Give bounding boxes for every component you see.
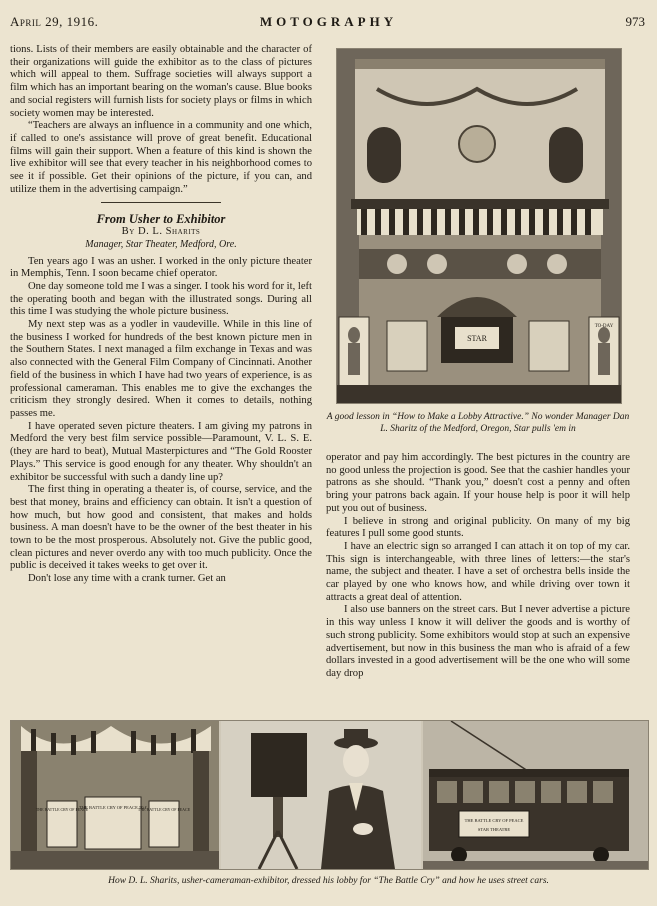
article-affiliation: Manager, Star Theater, Medford, Ore. (85, 238, 237, 250)
article-byline: By D. L. Sharits (121, 226, 201, 238)
body-paragraph: Ten years ago I was an usher. I worked in the only picture theater in Memphis, Tenn. I soon became chief operator. (10, 255, 312, 280)
body-paragraph: My next step was as a yodler in vaudeville. While in this line of the business I worked for hundreds of the best known picture men in the Southern States. I next managed a film exchange in Texas and was also connected with the General Film Company of Cincinnati. Another field of the business in which I have had two years of experience, is as professional cameraman. This enables me to give the exchanges the criticism they strongly desired. When it comes to details, nothing passes me. (10, 319, 312, 419)
article-heading (10, 213, 312, 251)
lobby-poster-left: THE BATTLE CRY OF PEACE (35, 807, 89, 812)
left-column (10, 44, 312, 586)
body-paragraph: I also use banners on the street cars. But I never advertise a picture in this way unless I know it will deliver the goods and is worthy of such strong publicity. Some exhibitors would stop at such an expensive advertisement, but now in this business the man who is afraid of a few dollars invested in a good advertisement will be the one who will some day drop (326, 604, 630, 679)
lobby-poster-center: THE BATTLE CRY OF PEACE 50 ¢ (79, 805, 147, 810)
theater-sign: STAR (467, 334, 487, 343)
body-paragraph: One day someone told me I was a singer. I took his word for it, left the operating booth and began with the illustrated songs. During all this time I was studying the whole picture business. (10, 280, 312, 318)
decorated-lobby-photo (11, 721, 219, 869)
magazine-title: MOTOGRAPHY (259, 14, 398, 29)
lobby-poster-right: THE BATTLE CRY OF PEACE (137, 807, 191, 812)
theater-lobby-photo (336, 48, 622, 404)
streetcar-banner-line1: THE BATTLE CRY OF PEACE (464, 818, 524, 823)
cameraman-photo (221, 721, 421, 869)
right-column (326, 452, 630, 681)
body-paragraph: Don't lose any time with a crank turner. Get an (28, 573, 226, 585)
body-paragraph: I have operated seven picture theaters. I am giving my patrons in Medford the very best film service possible—Paramount, V. L. S. E. (they are hard to beat), Mutual Masterpictures and “The Gold Rooster Plays.” This service is good enough for any theater. Why shouldn't an exhibitor be successful with such a dandy line up? (10, 420, 312, 483)
streetcar-banner-line2: STAR THEATRE (477, 827, 511, 832)
theater-photo-caption: A good lesson in “How to Make a Lobby Attractive.” No wonder Manager Dan L. Sharitz of the Medford, Oregon, Star pulls 'em in (326, 412, 630, 434)
bottom-photos-illustration (11, 721, 648, 869)
issue-date: April 29, 1916. (10, 14, 99, 29)
today-sign: TO-DAY (594, 324, 614, 329)
theater-facade-illustration (337, 49, 621, 403)
body-paragraph: operator and pay him accordingly. The best pictures in the country are no good unless the projection is good. See that the cashier handles your patrons as she should. “Thank you,” doesn't cost a penny and often bring your patrons back again. If your house help is poor it will help put you out of business. (326, 452, 630, 514)
section-divider (101, 202, 221, 203)
striped-awning (357, 209, 603, 235)
intro-paragraph: tions. Lists of their members are easily obtainable and the character of their organizations will guide the exhibitor as to the class of pictures which will appeal to them. Suffrage societies will always support a film which has an important bearing on the woman's cause. Blue books and social registers will furnish lists for society plays or films in which society women may be interested. (10, 44, 312, 119)
article-title: From Usher to Exhibitor (96, 212, 226, 227)
bottom-photos-caption: How D. L. Sharits, usher-cameraman-exhibitor, dressed his lobby for “The Battle Cry” and how he uses street cars. (108, 876, 549, 886)
streetcar-photo (423, 721, 648, 869)
body-paragraph: I believe in strong and original publicity. On many of my big features I pull some good stunts. (326, 515, 630, 540)
body-paragraph: I have an electric sign so arranged I can attach it on top of my car. This sign is interchangeable, with three lines of letters:—the star's name, the subject and theater. I have a set of orchestra bells inside the car played by one who knows how, and while driving over town it attracts a great deal of attention. (326, 540, 630, 603)
intro-paragraph: “Teachers are always an influence in a community and one which, if called to one's assistance will prove of great benefit. Educational films will gain their support. When a feature of this kind is shown the live exhibitor will see that every teacher in his neighborhood comes to see it if possible. Get their opinions of the picture, if you can, and utilize them in the advertising campaign.” (10, 120, 312, 195)
page-number: 973 (625, 14, 645, 29)
body-paragraph: The first thing in operating a theater is, of course, service, and the best that money, brains and efficiency can obtain. It isn't a question of how much, but how good and consistent, that makes and holds business. A man doesn't have to be the owner of the best theater in his town to be the most prosperous. Absolutely not. Give the public good, clean pictures and never overdo any with too much publicity. Once the public is deceived it takes weeks to get over it. (10, 484, 312, 572)
bottom-photo-strip (10, 720, 649, 870)
